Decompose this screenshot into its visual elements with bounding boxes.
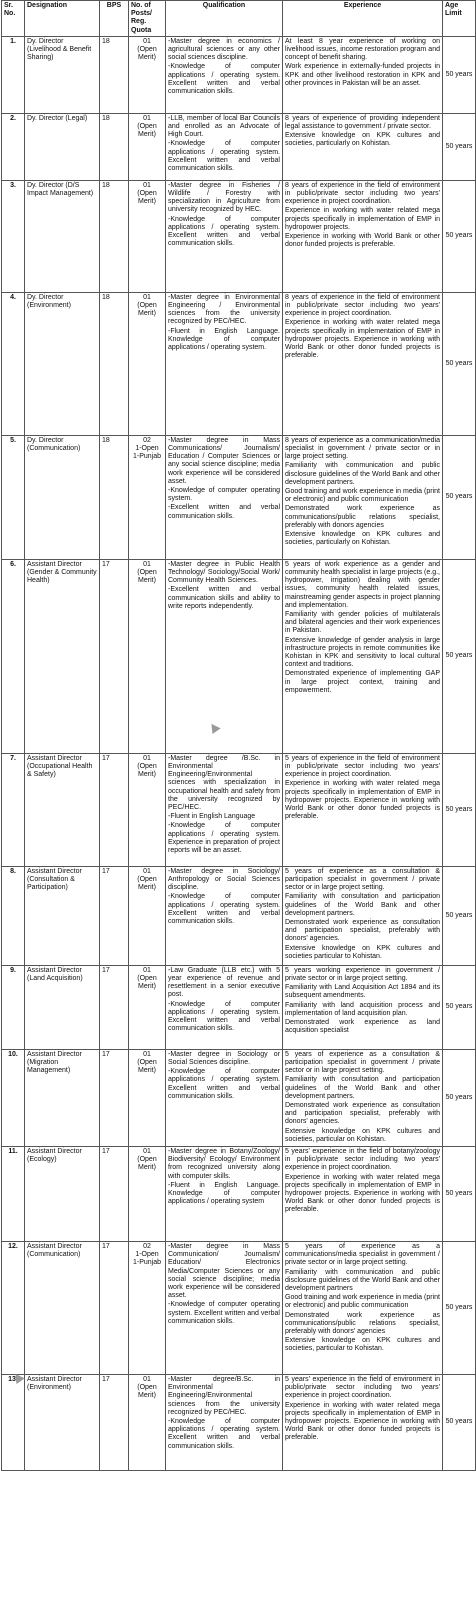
- qualification-item: -Master degree in Sociology/ Anthropology or Social Sciences discipline.: [168, 867, 280, 892]
- header-age-limit: Age Limit: [443, 1, 476, 37]
- qualification-cell: [166, 965, 283, 1049]
- table-row: [2, 866, 476, 965]
- qualification-item: -Master degree /B.Sc. in Environmental Engineering/Environmental sciences with specialization in occupational health and safety from the university recognized by PEC/HEC.: [168, 754, 280, 812]
- qualification-item: -Master degree in Fisheries / Wildlife / Forestry with specialization in Agriculture from university recognized by HEC.: [168, 181, 280, 214]
- posts-cell: [129, 292, 166, 435]
- experience-item: Demonstrated work experience as consultation and participation specialist, preferably with donors' agencies.: [285, 1102, 440, 1126]
- experience-item: Extensive knowledge on KPK cultures and societies, particularly on Kohistan.: [285, 132, 440, 148]
- header-designation: Designation: [25, 1, 100, 37]
- table-row: [2, 559, 476, 753]
- header-experience: Experience: [283, 1, 443, 37]
- experience-cell: [283, 1147, 443, 1242]
- posts-line: (Open Merit): [137, 123, 157, 139]
- experience-item: Demonstrated work experience as communications/public relations specialist, preferably with donors agencies: [285, 505, 440, 529]
- posts-line: 01: [143, 867, 151, 875]
- designation-cell: Dy. Director (Livelihood & Benefit Sharing): [25, 36, 100, 113]
- qualification-cell: [166, 1147, 283, 1242]
- qualification-item: -LLB, member of local Bar Councils and enrolled as an Advocate of High Court.: [168, 114, 280, 139]
- designation-cell: Assistant Director (Ecology): [25, 1147, 100, 1242]
- sr-no-cell: 5.: [2, 435, 25, 559]
- posts-line: 01: [143, 37, 151, 45]
- qualification-item: -Law Graduate (LLB etc.) with 5 year experience of revenue and resettlement in a senior executive post.: [168, 966, 280, 999]
- sr-no-cell: 1.: [2, 36, 25, 113]
- table-header-row: [2, 1, 476, 37]
- experience-item: 5 years of work experience as a gender and community health specialist in large projects (e.g., hydropower, irrigation) dealing with gender issues, community health related issues, mainstreaming gender aspects in project planning and implementation.: [285, 560, 440, 609]
- qualification-item: -Knowledge of computer applications / operating system. Excellent written and verbal communication skills.: [168, 1418, 280, 1450]
- qualification-item: -Excellent written and verbal communication skills.: [168, 504, 280, 520]
- experience-cell: [283, 559, 443, 753]
- bps-cell: 18: [100, 180, 129, 292]
- sr-no-cell: 8.: [2, 866, 25, 965]
- experience-item: 5 years of experience as a consultation & participation specialist in government / private sector or in large project setting.: [285, 1050, 440, 1075]
- posts-line: 01: [143, 114, 151, 122]
- posts-cell: [129, 1375, 166, 1471]
- bps-cell: 18: [100, 36, 129, 113]
- qualification-cell: [166, 753, 283, 866]
- posts-line: 01: [143, 1148, 151, 1156]
- experience-item: Familiarity with land acquisition process and implementation of land acquisition plan.: [285, 1001, 440, 1017]
- qualification-item: -Knowledge of computer applications / operating system. Excellent written and verbal communication skills.: [168, 63, 280, 96]
- designation-cell: Assistant Director (Communication): [25, 1242, 100, 1375]
- age-limit-cell: 50 years: [443, 1242, 476, 1375]
- posts-cell: [129, 753, 166, 866]
- experience-item: 5 years' experience in the field of environment in public/private sector including two years' experience in project coordination.: [285, 1376, 440, 1400]
- age-limit-cell: 50 years: [443, 753, 476, 866]
- experience-item: Experience in working with water related mega projects specifically in implementation of EMP in hydropower projects. Experience in working with World Bank or other donor funded projects is preferable.: [285, 1401, 440, 1442]
- qualification-cell: [166, 1242, 283, 1375]
- experience-cell: [283, 866, 443, 965]
- posts-line: 01: [143, 966, 151, 974]
- qualification-item: -Fluent in English Language: [168, 813, 256, 821]
- experience-item: Work experience in externally-funded projects in KPK and other livelihood restoration in KPK and other provinces in Pakistan will be an asset.: [285, 63, 440, 87]
- bps-cell: 17: [100, 1375, 129, 1471]
- table-body: [2, 36, 476, 1470]
- table-row: [2, 36, 476, 113]
- qualification-cell: [166, 866, 283, 965]
- posts-line: 1-Punjab: [132, 1259, 162, 1267]
- table-row: [2, 965, 476, 1049]
- sr-no-cell: 11.: [2, 1147, 25, 1242]
- qualification-item: -Master degree in Public Health Technology/ Sociology/Social Work/ Community Health Sciences.: [168, 560, 280, 585]
- experience-item: Demonstrated experience of implementing GAP in large project context, training and empowerment.: [285, 670, 440, 694]
- qualification-item: -Knowledge of computer applications / operating system. Excellent written and verbal communication skills.: [168, 893, 280, 926]
- table-row: [2, 1242, 476, 1375]
- posts-line: 01: [143, 560, 151, 568]
- qualification-cell: [166, 1049, 283, 1146]
- qualification-cell: [166, 113, 283, 180]
- experience-cell: [283, 1242, 443, 1375]
- designation-cell: Dy. Director (Environment): [25, 292, 100, 435]
- qualification-cell: [166, 180, 283, 292]
- age-limit-cell: 50 years: [443, 1375, 476, 1471]
- table-row: [2, 180, 476, 292]
- posts-cell: [129, 113, 166, 180]
- qualification-item: -Master degree in Sociology or Social Sciences discipline.: [168, 1050, 280, 1067]
- sr-no-cell: 2.: [2, 113, 25, 180]
- sr-no-cell: 10.: [2, 1049, 25, 1146]
- experience-item: Demonstrated work experience as land acquisition specialist: [285, 1019, 440, 1035]
- job-positions-table: [1, 0, 476, 1471]
- bps-cell: 17: [100, 965, 129, 1049]
- bps-cell: 17: [100, 866, 129, 965]
- posts-line: (Open Merit): [137, 763, 157, 779]
- posts-line: (Open Merit): [137, 876, 157, 892]
- age-limit-cell: 50 years: [443, 292, 476, 435]
- sr-no-cell: 13.: [2, 1375, 25, 1471]
- posts-line: (Open Merit): [137, 1156, 157, 1172]
- experience-cell: [283, 180, 443, 292]
- posts-cell: [129, 1242, 166, 1375]
- qualification-cell: [166, 559, 283, 753]
- experience-item: 8 years of experience in the field of environment in public/private sector including two years' experience in project coordination.: [285, 293, 440, 318]
- experience-item: Experience in working with water related mega projects specifically in implementation of EMP in hydropower projects.: [285, 207, 440, 231]
- designation-cell: Assistant Director (Occupational Health & Safety): [25, 753, 100, 866]
- qualification-item: -Knowledge of computer applications / operating system. Excellent written and verbal communication skills.: [168, 1068, 280, 1100]
- bps-cell: 18: [100, 113, 129, 180]
- header-bps: BPS: [100, 1, 129, 37]
- experience-item: 8 years of experience as a communication/media specialist in government / private sector or in large project setting.: [285, 436, 440, 461]
- experience-item: 8 years of experience of providing independent legal assistance to government / private sector.: [285, 114, 440, 131]
- posts-line: (Open Merit): [137, 1059, 157, 1075]
- posts-cell: [129, 180, 166, 292]
- qualification-item: -Fluent in English Language. Knowledge of computer applications / operating system.: [168, 327, 280, 352]
- experience-item: Familiarity with Land Acquisition Act 1894 and its subsequent amendments.: [285, 984, 440, 1000]
- qualification-item: -Master degree in Mass Communication/ Journalism/ Education/ Electronics Media/Computer Sciences or any social science discipline; media work experience will be considered asset.: [168, 1243, 280, 1300]
- experience-cell: [283, 1375, 443, 1471]
- qualification-item: -Knowledge of computer applications / operating system. Excellent written and verbal communication skills.: [168, 215, 280, 248]
- qualification-item: -Excellent written and verbal communication skills and ability to write reports independently.: [168, 586, 280, 610]
- experience-cell: [283, 1049, 443, 1146]
- experience-item: Experience in working with water related mega projects specifically in implementation of EMP in hydropower projects. Experience in working with World Bank or other donor funded projects is preferable.: [285, 780, 440, 821]
- age-limit-cell: 50 years: [443, 559, 476, 753]
- experience-item: Familiarity with communication and public disclosure guidelines of the World Bank and other development partners.: [285, 462, 440, 486]
- experience-item: Extensive knowledge on KPK cultures and societies, particularly on Kohistan.: [285, 531, 440, 547]
- posts-line: 01: [143, 1050, 151, 1058]
- posts-line: 02: [143, 436, 151, 444]
- experience-item: Good training and work experience in media (print or electronic) and public communication: [285, 1294, 440, 1310]
- sr-no-cell: 4.: [2, 292, 25, 435]
- designation-cell: Dy. Director (D/S Impact Management): [25, 180, 100, 292]
- header-qualification: Qualification: [166, 1, 283, 37]
- qualification-cell: [166, 435, 283, 559]
- sr-no-cell: 9.: [2, 965, 25, 1049]
- posts-cell: [129, 965, 166, 1049]
- header-sr-no: Sr. No.: [2, 1, 25, 37]
- posts-line: 01: [143, 293, 151, 301]
- posts-line: 01: [143, 181, 151, 189]
- qualification-cell: [166, 36, 283, 113]
- experience-item: Extensive knowledge on KPK cultures and societies, particular to Kohistan.: [285, 1337, 440, 1353]
- sr-no-cell: 7.: [2, 753, 25, 866]
- experience-item: 8 years of experience in the field of environment in public/private sector including two years' experience in project coordination.: [285, 181, 440, 206]
- age-limit-cell: 50 years: [443, 36, 476, 113]
- bps-cell: 17: [100, 559, 129, 753]
- experience-item: Extensive knowledge on KPK cultures and societies, particular on Kohistan.: [285, 1127, 440, 1143]
- posts-line: (Open Merit): [137, 46, 157, 62]
- sr-no-cell: 6.: [2, 559, 25, 753]
- experience-item: Familiarity with communication and public disclosure guidelines of the World Bank and other development partners: [285, 1268, 440, 1293]
- experience-item: At least 8 year experience of working on livelihood issues, income restoration program and concept of benefit sharing.: [285, 37, 440, 62]
- designation-cell: Dy. Director (Legal): [25, 113, 100, 180]
- qualification-item: -Knowledge of computer operating system. Excellent written and verbal communication skills.: [168, 1301, 280, 1325]
- table-row: [2, 1049, 476, 1146]
- table-row: [2, 113, 476, 180]
- experience-item: 5 years of experience as a consultation & participation specialist in government / private sector or in large project setting.: [285, 867, 440, 892]
- bps-cell: 17: [100, 1147, 129, 1242]
- posts-cell: [129, 866, 166, 965]
- posts-line: (Open Merit): [137, 302, 157, 318]
- table-row: [2, 1147, 476, 1242]
- posts-line: 01: [143, 1376, 151, 1384]
- table-row: [2, 435, 476, 559]
- designation-cell: Assistant Director (Consultation & Participation): [25, 866, 100, 965]
- posts-line: 1-Punjab: [132, 453, 162, 461]
- age-limit-cell: 50 years: [443, 1147, 476, 1242]
- header-posts: No. of Posts/ Reg. Quota: [129, 1, 166, 37]
- age-limit-cell: 50 years: [443, 180, 476, 292]
- qualification-item: -Master degree in Botany/Zoology/ Biodiversity/ Ecology/ Environment from recognized university along with computer skills.: [168, 1148, 280, 1180]
- sr-no-cell: 12.: [2, 1242, 25, 1375]
- age-limit-cell: 50 years: [443, 965, 476, 1049]
- experience-item: Familiarity with consultation and participation guidelines of the World Bank and other development partners.: [285, 893, 440, 917]
- experience-item: 5 years of experience in the field of environment in public/private sector including two years' experience in project coordination.: [285, 754, 440, 779]
- experience-item: Familiarity with consultation and participation guidelines of the World Bank and other development partners.: [285, 1076, 440, 1100]
- posts-line: 02: [143, 1243, 151, 1251]
- experience-item: 5 years working experience in government / private sector or in large project setting.: [285, 966, 440, 983]
- experience-item: Extensive knowledge of gender analysis in large infrastructure projects in remote communities like Kohistan in KPK and sensitivity to local cultural context and traditions.: [285, 636, 440, 669]
- posts-line: 1-Open: [135, 1251, 159, 1259]
- qualification-item: -Master degree in Environmental Engineering / Environmental sciences from the university recognized by PEC/HEC.: [168, 293, 280, 326]
- experience-item: Experience in working with World Bank or other donor funded projects is preferable.: [285, 233, 440, 249]
- posts-cell: [129, 36, 166, 113]
- designation-cell: Assistant Director (Gender & Community Health): [25, 559, 100, 753]
- experience-cell: [283, 292, 443, 435]
- posts-line: (Open Merit): [137, 1384, 157, 1400]
- qualification-item: -Knowledge of computer applications / operating system. Excellent written and verbal communication skills.: [168, 140, 280, 173]
- qualification-item: -Master degree/B.Sc. in Environmental Engineering/Environmental sciences from the university recognized by PEC/HEC.: [168, 1376, 280, 1416]
- experience-item: Good training and work experience in media (print or electronic) and public communication: [285, 488, 440, 504]
- table-row: [2, 1375, 476, 1471]
- age-limit-cell: 50 years: [443, 113, 476, 180]
- experience-item: Familiarity with gender policies of multilaterals and bilateral agencies and their work experiences in Pakistan.: [285, 611, 440, 635]
- experience-item: 5 years of experience as a communications/media specialist in government / private sector or in large project setting.: [285, 1243, 440, 1267]
- table-row: [2, 292, 476, 435]
- experience-cell: [283, 753, 443, 866]
- experience-cell: [283, 965, 443, 1049]
- posts-cell: [129, 559, 166, 753]
- posts-cell: [129, 1147, 166, 1242]
- experience-item: Demonstrated work experience as communications/public relations specialist, preferably with donors' agencies: [285, 1311, 440, 1336]
- posts-line: (Open Merit): [137, 190, 157, 206]
- designation-cell: Assistant Director (Land Acquisition): [25, 965, 100, 1049]
- posts-line: 1-Open: [135, 445, 159, 453]
- bps-cell: 17: [100, 1242, 129, 1375]
- posts-line: (Open Merit): [137, 975, 157, 991]
- qualification-item: -Fluent in English Language. Knowledge of computer applications / operating system: [168, 1181, 280, 1206]
- qualification-item: -Knowledge of computer applications / operating system. Excellent written and verbal communication skills.: [168, 1000, 280, 1033]
- qualification-item: -Master degree in Mass Communications/ Journalism/ Education / Computer Sciences or any social science discipline; media work experience will be considered asset.: [168, 436, 280, 485]
- table-row: [2, 753, 476, 866]
- bps-cell: 18: [100, 292, 129, 435]
- experience-item: Demonstrated work experience as consultation and participation specialist, preferably with donors' agencies.: [285, 919, 440, 943]
- experience-cell: [283, 113, 443, 180]
- qualification-cell: [166, 292, 283, 435]
- designation-cell: Dy. Director (Communication): [25, 435, 100, 559]
- posts-cell: [129, 435, 166, 559]
- posts-line: (Open Merit): [137, 569, 157, 585]
- experience-item: Extensive knowledge on KPK cultures and societies particular to Kohistan.: [285, 944, 440, 960]
- age-limit-cell: 50 years: [443, 1049, 476, 1146]
- experience-item: Experience in working with water related mega projects specifically in implementation of EMP in hydropower projects. Experience in working with World Bank or other donor funded projects is preferable.: [285, 1173, 440, 1214]
- qualification-item: -Master degree in economics / agricultural sciences or any other social sciences discipline.: [168, 37, 280, 62]
- sr-no-cell: 3.: [2, 180, 25, 292]
- experience-cell: [283, 435, 443, 559]
- designation-cell: Assistant Director (Migration Management): [25, 1049, 100, 1146]
- posts-cell: [129, 1049, 166, 1146]
- experience-item: 5 years' experience in the field of botany/zoology in public/private sector including two years' experience in project coordination.: [285, 1148, 440, 1172]
- bps-cell: 17: [100, 1049, 129, 1146]
- qualification-item: -Knowledge of computer operating system.: [168, 487, 280, 503]
- posts-line: 01: [143, 754, 151, 762]
- experience-cell: [283, 36, 443, 113]
- qualification-item: -Knowledge of computer applications / operating system. Experience in preparation of project reports will be an asset.: [168, 822, 280, 855]
- age-limit-cell: 50 years: [443, 866, 476, 965]
- qualification-cell: [166, 1375, 283, 1471]
- age-limit-cell: 50 years: [443, 435, 476, 559]
- designation-cell: Assistant Director (Environment): [25, 1375, 100, 1471]
- experience-item: Experience in working with water related mega projects specifically in implementation of EMP in hydropower projects. Experience in working with World Bank or other donor funded projects is preferable.: [285, 319, 440, 360]
- bps-cell: 17: [100, 753, 129, 866]
- bps-cell: 18: [100, 435, 129, 559]
